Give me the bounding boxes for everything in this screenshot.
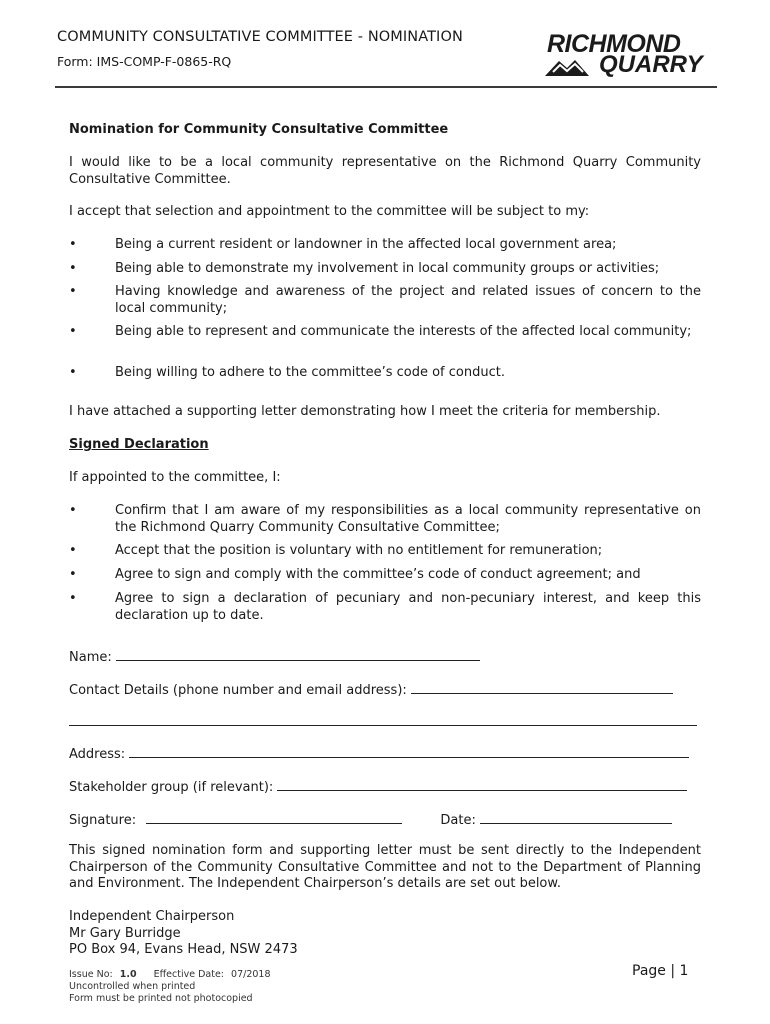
bullet-icon: • <box>69 284 77 299</box>
issue-label: Issue No: <box>69 969 113 980</box>
criteria-text: Having knowledge and awareness of the project and related issues of concern to the local community; <box>115 284 701 316</box>
contact-field-continued[interactable] <box>69 713 697 726</box>
bullet-icon: • <box>69 591 77 606</box>
commitment-text: Agree to sign a declaration of pecuniary and non-pecuniary interest, and keep this declaration up to date. <box>115 591 701 623</box>
commitment-text: Confirm that I am aware of my responsibilities as a local community representative on the Richmond Quarry Community Consultative Committee; <box>115 503 701 535</box>
signature-field[interactable] <box>146 811 402 824</box>
issue-value: 1.0 <box>119 969 137 980</box>
effective-date-label: Effective Date: <box>153 969 224 980</box>
chairperson-title: Independent Chairperson <box>69 909 235 924</box>
bullet-icon: • <box>69 365 77 380</box>
appointed-intro: If appointed to the committee, I: <box>69 470 281 485</box>
issue-info <box>69 969 271 981</box>
criteria-text: Being willing to adhere to the committee’s code of conduct. <box>115 365 505 380</box>
commitment-text: Accept that the position is voluntary with no entitlement for remuneration; <box>115 543 603 558</box>
date-field[interactable] <box>480 811 672 824</box>
name-label: Name: <box>69 650 112 665</box>
bullet-icon: • <box>69 324 77 339</box>
form-id: Form: IMS-COMP-F-0865-RQ <box>57 54 232 69</box>
stakeholder-row <box>69 778 701 797</box>
effective-date-value: 07/2018 <box>231 969 271 980</box>
criteria-text: Being a current resident or landowner in the affected local government area; <box>115 237 617 252</box>
signature-label: Signature: <box>69 813 137 828</box>
section-heading: Nomination for Community Consultative Committee <box>69 122 449 137</box>
page-number: Page | 1 <box>632 963 689 979</box>
commitment-text: Agree to sign and comply with the committee’s code of conduct agreement; and <box>115 567 641 582</box>
address-field[interactable] <box>129 745 689 758</box>
logo-text-richmond: RICHMOND <box>547 30 681 58</box>
uncontrolled-note: Uncontrolled when printed <box>69 981 196 992</box>
bullet-icon: • <box>69 261 77 276</box>
contact-field[interactable] <box>411 681 673 694</box>
header-divider <box>55 86 717 88</box>
bullet-icon: • <box>69 503 77 518</box>
chairperson-address: PO Box 94, Evans Head, NSW 2473 <box>69 942 298 957</box>
signature-date-row <box>69 811 701 830</box>
bullet-icon: • <box>69 567 77 582</box>
date-label: Date: <box>440 813 476 828</box>
name-row <box>69 648 701 667</box>
attached-letter-statement: I have attached a supporting letter demonstrating how I meet the criteria for membership. <box>69 404 661 419</box>
bullet-icon: • <box>69 543 77 558</box>
contact-label: Contact Details (phone number and email address): <box>69 683 407 698</box>
printed-note: Form must be printed not photocopied <box>69 993 253 1004</box>
intro-paragraph: I would like to be a local community representative on the Richmond Quarry Community Consultative Committee. <box>69 155 701 187</box>
chairperson-name: Mr Gary Burridge <box>69 926 181 941</box>
bullet-icon: • <box>69 237 77 252</box>
name-field[interactable] <box>116 648 480 661</box>
document-title: COMMUNITY CONSULTATIVE COMMITTEE - NOMINATION <box>57 29 463 45</box>
criteria-text: Being able to demonstrate my involvement in local community groups or activities; <box>115 261 660 276</box>
logo-text-quarry: QUARRY <box>599 51 703 78</box>
address-row <box>69 745 701 764</box>
declaration-heading: Signed Declaration <box>69 437 209 452</box>
richmond-quarry-logo <box>545 30 715 78</box>
address-label: Address: <box>69 747 126 762</box>
criteria-text: Being able to represent and communicate the interests of the affected local community; <box>115 324 692 339</box>
stakeholder-label: Stakeholder group (if relevant): <box>69 780 274 795</box>
accept-intro: I accept that selection and appointment to the committee will be subject to my: <box>69 204 590 219</box>
stakeholder-field[interactable] <box>277 778 687 791</box>
mountain-logo-icon <box>545 57 601 77</box>
contact-row-continued <box>69 713 701 732</box>
contact-row <box>69 681 701 700</box>
submission-note: This signed nomination form and supporting letter must be sent directly to the Independent Chairperson of the Community Consultative Committee and not to the Department of Planning and Environment. The Independent Chairperson’s details are set out below. <box>69 843 701 891</box>
